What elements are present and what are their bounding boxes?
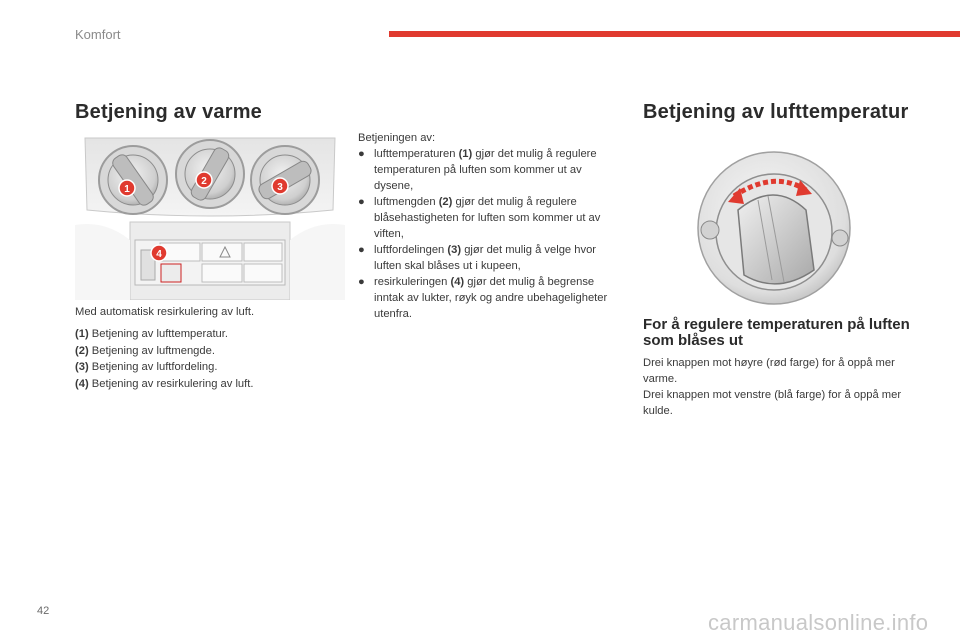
instruction-warm: Drei knappen mot høyre (rød farge) for å oppå mer varme. (643, 357, 895, 385)
page-number: 42 (37, 605, 50, 617)
callout-4 (151, 245, 167, 261)
legend-item: (4) Betjening av resirkulering av luft. (75, 377, 254, 390)
section-label: Komfort (75, 27, 121, 42)
intro-text: Med automatisk resirkulering av luft. (75, 306, 255, 318)
right-subtitle: For å regulere temperaturen på luften som blåses ut (643, 316, 910, 349)
bullet-item: ● luftfordelingen (3) gjør det mulig å velge hvor luften skal blåses ut i kupeen, (358, 244, 597, 272)
svg-text:1: 1 (124, 184, 130, 195)
temperature-knob-graphic (99, 146, 167, 214)
controls-description (358, 130, 618, 322)
knob-instructions (643, 355, 913, 419)
svg-text:2: 2 (201, 176, 207, 187)
legend-item: (2) Betjening av luftmengde. (75, 344, 215, 357)
legend-list (75, 326, 253, 392)
bullet-item: ● lufttemperaturen (1) gjør det mulig å regulere temperaturen på luften som kommer ut av dysene, (358, 148, 597, 192)
right-section-title: Betjening av lufttemperatur (643, 101, 909, 123)
temperature-knob-illustration (688, 150, 860, 306)
bullet-item: ● luftmengden (2) gjør det mulig å regulere blåsehastigheten for luften som kommer ut av viften, (358, 196, 601, 240)
header-accent-bar (389, 31, 960, 37)
controls-lead: Betjeningen av: (358, 132, 436, 144)
controls-bullet-list (358, 146, 618, 322)
legend-item: (1) Betjening av lufttemperatur. (75, 328, 228, 340)
callout-2 (196, 172, 212, 188)
callout-3 (272, 178, 288, 194)
heater-panel-illustration (75, 130, 345, 300)
instruction-cold: Drei knappen mot venstre (blå farge) for å oppå mer kulde. (643, 389, 902, 417)
bullet-item: ● resirkuleringen (4) gjør det mulig å begrense inntak av lukter, røyk og andre ubehageligheter utenfra. (358, 276, 608, 320)
svg-text:3: 3 (277, 182, 283, 193)
callout-1 (119, 180, 135, 196)
legend-item: (3) Betjening av luftfordeling. (75, 361, 218, 374)
left-section-title: Betjening av varme (75, 101, 263, 123)
svg-text:4: 4 (156, 249, 162, 260)
watermark-text: carmanualsonline.info (708, 610, 929, 635)
